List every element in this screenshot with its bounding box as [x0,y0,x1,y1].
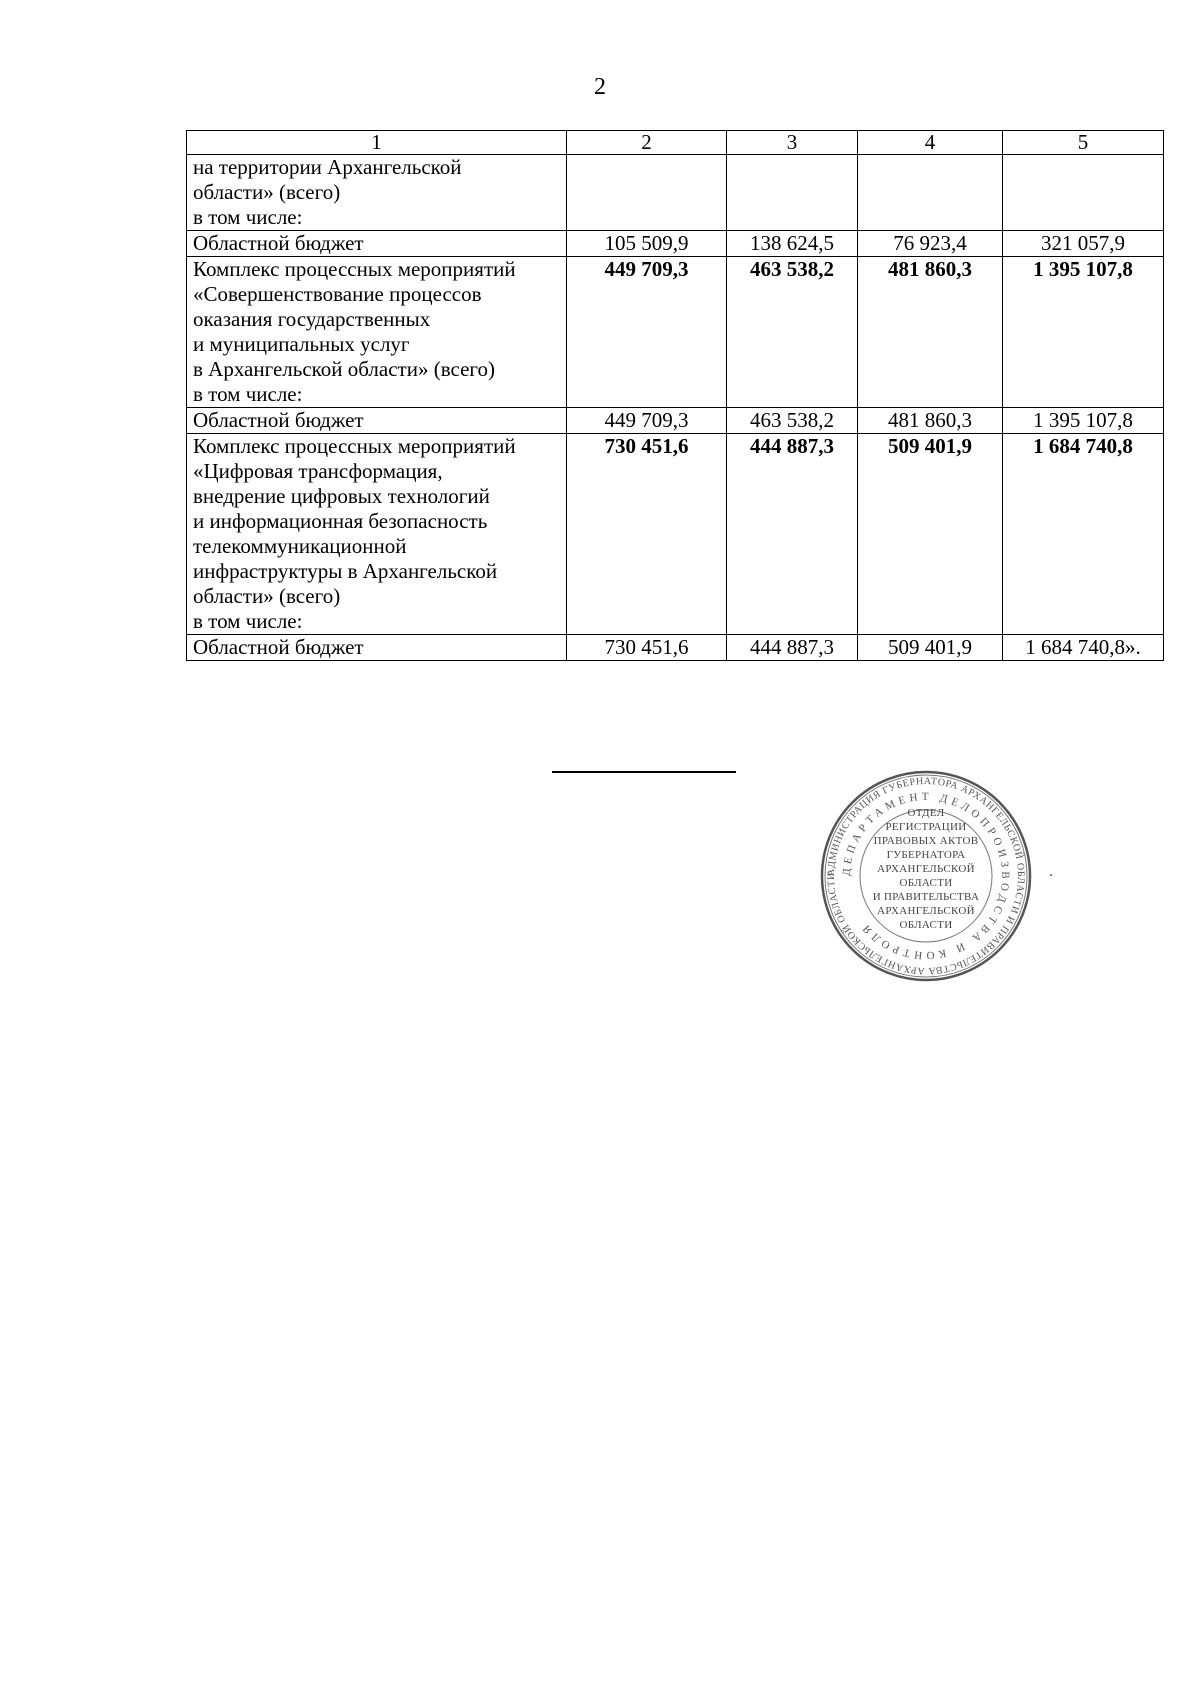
seal-center-line: ГУБЕРНАТОРА [886,849,966,861]
row-name-cell [187,257,567,408]
row-name-line: в том числе: [193,609,303,633]
row-name-line: и информационная безопасность [193,509,488,533]
row-name-line: «Цифровая трансформация, [193,459,443,483]
row-name-line: в Архангельской области» (всего) [193,357,495,381]
value-cell: 463 538,2 [727,408,858,434]
seal-center-line: ОБЛАСТИ [899,919,953,931]
official-seal [820,770,1032,982]
value-cell: 449 709,3 [567,257,727,408]
table-row [187,155,1164,231]
row-name-line: «Совершенствование процессов [193,282,482,306]
closing-divider-line [552,771,736,773]
row-name-cell [187,155,567,231]
row-name-line: области» (всего) [193,180,341,204]
value-cell: 730 451,6 [567,434,727,635]
row-name-line: Областной бюджет [193,635,364,659]
row-name-line: инфраструктуры в Архангельской [193,559,498,583]
row-name-line: на территории Архангельской [193,155,462,179]
row-name-line: в том числе: [193,382,303,406]
table-row [187,434,1164,635]
seal-center-line: АРХАНГЕЛЬСКОЙ [877,905,975,917]
row-name-cell [187,408,567,434]
seal-inner-ring-text: ДЕПАРТАМЕНТ ДЕЛОПРОИЗВОДСТВА И КОНТРОЛЯ [840,790,1012,962]
value-cell: 481 860,3 [858,257,1003,408]
value-cell: 1 684 740,8 [1003,434,1164,635]
seal-center-line: АРХАНГЕЛЬСКОЙ [877,863,975,875]
value-cell: 1 395 107,8 [1003,408,1164,434]
table-row [187,635,1164,661]
row-name-line: области» (всего) [193,584,341,608]
header-cell: 2 [567,131,727,155]
scan-speck [1050,874,1052,876]
header-cell: 5 [1003,131,1164,155]
value-cell: 730 451,6 [567,635,727,661]
value-cell: 138 624,5 [727,231,858,257]
seal-outer-ring-text: АДМИНИСТРАЦИЯ ГУБЕРНАТОРА АРХАНГЕЛЬСКОЙ ОБЛАСТИ И ПРАВИТЕЛЬСТВА АРХАНГЕЛЬСКОЙ ОБЛАСТИ [825,775,1027,977]
value-cell: 481 860,3 [858,408,1003,434]
row-name-line: оказания государственных [193,307,431,331]
table-row [187,231,1164,257]
value-cell: 509 401,9 [858,635,1003,661]
table-row [187,408,1164,434]
row-name-line: Комплекс процессных мероприятий [193,257,516,281]
seal-center-line: ПРАВОВЫХ АКТОВ [873,835,979,847]
row-name-cell [187,231,567,257]
seal-center-text [820,806,1032,932]
row-name-line: в том числе: [193,205,303,229]
page-number: 2 [594,74,606,100]
value-cell [567,155,727,231]
row-name-cell [187,434,567,635]
header-cell: 4 [858,131,1003,155]
table-row [187,257,1164,408]
row-name-line: Областной бюджет [193,408,364,432]
value-cell: 444 887,3 [727,635,858,661]
row-name-line: внедрение цифровых технологий [193,484,490,508]
value-cell: 76 923,4 [858,231,1003,257]
row-name-line: Комплекс процессных мероприятий [193,434,516,458]
value-cell [727,155,858,231]
seal-center-line: РЕГИСТРАЦИИ [885,821,967,833]
header-cell: 1 [187,131,567,155]
value-cell: 321 057,9 [1003,231,1164,257]
row-name-line: Областной бюджет [193,231,364,255]
value-cell: 444 887,3 [727,434,858,635]
row-name-cell [187,635,567,661]
seal-center-line: И ПРАВИТЕЛЬСТВА [872,891,980,903]
value-cell: 1 395 107,8 [1003,257,1164,408]
value-cell: 1 684 740,8». [1003,635,1164,661]
row-name-line: телекоммуникационной [193,534,407,558]
value-cell [1003,155,1164,231]
value-cell: 449 709,3 [567,408,727,434]
row-name-line: и муниципальных услуг [193,332,410,356]
value-cell: 105 509,9 [567,231,727,257]
budget-table [186,130,1164,661]
header-cell: 3 [727,131,858,155]
value-cell [858,155,1003,231]
seal-center-line: ОБЛАСТИ [899,877,953,889]
table-header-row [187,131,1164,155]
seal-center-line: ОТДЕЛ [907,807,945,819]
value-cell: 509 401,9 [858,434,1003,635]
value-cell: 463 538,2 [727,257,858,408]
